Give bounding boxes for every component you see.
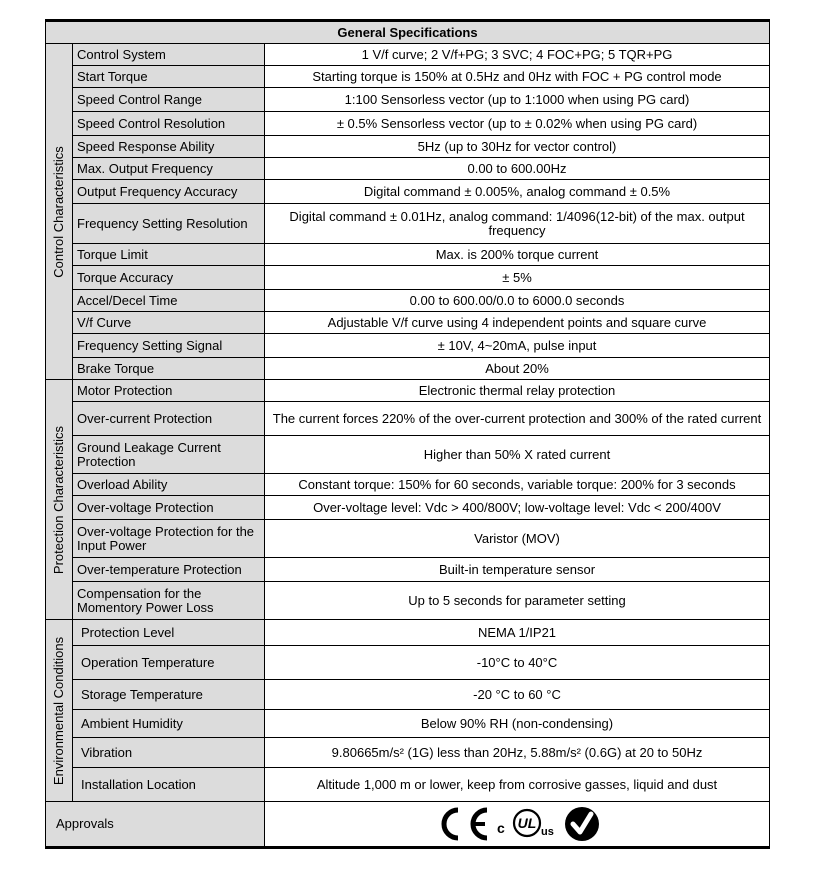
table-row (46, 136, 770, 158)
table-row (46, 768, 770, 802)
parameter-name: Compensation for the Momentory Power Loss (73, 582, 265, 620)
parameter-name: Over-voltage Protection (73, 496, 265, 520)
parameter-value: Up to 5 seconds for parameter setting (265, 582, 770, 620)
parameter-name: Torque Limit (73, 244, 265, 266)
parameter-name: Overload Ability (73, 474, 265, 496)
table-row (46, 620, 770, 646)
table-row (46, 646, 770, 680)
table-row (46, 112, 770, 136)
table-title: General Specifications (46, 21, 770, 44)
parameter-value: Digital command ± 0.005%, analog command ± 0.5% (265, 180, 770, 204)
parameter-value: NEMA 1/IP21 (265, 620, 770, 646)
svg-text:us: us (541, 826, 554, 838)
parameter-name: Output Frequency Accuracy (73, 180, 265, 204)
table-row (46, 88, 770, 112)
table-row (46, 180, 770, 204)
parameter-value: Varistor (MOV) (265, 520, 770, 558)
cul-us-mark-icon (495, 806, 559, 842)
table-row (46, 710, 770, 738)
category-cell (46, 620, 73, 802)
parameter-value: Higher than 50% X rated current (265, 436, 770, 474)
table-row (46, 520, 770, 558)
parameter-value: Constant torque: 150% for 60 seconds, variable torque: 200% for 3 seconds (265, 474, 770, 496)
parameter-name: Vibration (73, 738, 265, 768)
parameter-value: 5Hz (up to 30Hz for vector control) (265, 136, 770, 158)
parameter-value: About 20% (265, 358, 770, 380)
parameter-name: Start Torque (73, 66, 265, 88)
table-row (46, 290, 770, 312)
parameter-value: The current forces 220% of the over-current protection and 300% of the rated current (265, 402, 770, 436)
c-tick-mark-icon (563, 805, 601, 843)
parameter-value: Electronic thermal relay protection (265, 380, 770, 402)
table-row (46, 358, 770, 380)
parameter-value: 0.00 to 600.00Hz (265, 158, 770, 180)
parameter-value: Over-voltage level: Vdc > 400/800V; low-voltage level: Vdc < 200/400V (265, 496, 770, 520)
table-row (46, 380, 770, 402)
parameter-value: Starting torque is 150% at 0.5Hz and 0Hz with FOC + PG control mode (265, 66, 770, 88)
table-row (46, 402, 770, 436)
parameter-name: Operation Temperature (73, 646, 265, 680)
parameter-name: Protection Level (73, 620, 265, 646)
table-row (46, 738, 770, 768)
table-row (46, 66, 770, 88)
table-row (46, 334, 770, 358)
svg-text:UL: UL (517, 815, 537, 831)
parameter-name: Control System (73, 44, 265, 66)
parameter-value: Adjustable V/f curve using 4 independent points and square curve (265, 312, 770, 334)
parameter-value: ± 5% (265, 266, 770, 290)
parameter-name: Ground Leakage Current Protection (73, 436, 265, 474)
table-row (46, 266, 770, 290)
table-row (46, 44, 770, 66)
parameter-name: Storage Temperature (73, 680, 265, 710)
ce-mark-icon (433, 806, 491, 842)
table-row (46, 474, 770, 496)
table-row (46, 558, 770, 582)
table-row (46, 204, 770, 244)
spec-body (46, 44, 770, 802)
parameter-value: ± 0.5% Sensorless vector (up to ± 0.02% when using PG card) (265, 112, 770, 136)
parameter-value: 0.00 to 600.00/0.0 to 6000.0 seconds (265, 290, 770, 312)
parameter-value: 1:100 Sensorless vector (up to 1:1000 when using PG card) (265, 88, 770, 112)
parameter-name: Accel/Decel Time (73, 290, 265, 312)
parameter-name: V/f Curve (73, 312, 265, 334)
parameter-name: Max. Output Frequency (73, 158, 265, 180)
parameter-name: Installation Location (73, 768, 265, 802)
parameter-name: Frequency Setting Signal (73, 334, 265, 358)
table-row (46, 244, 770, 266)
table-row (46, 436, 770, 474)
table-row (46, 158, 770, 180)
approval-logos (265, 802, 770, 848)
category-label: Control Characteristics (51, 145, 66, 278)
table-row (46, 582, 770, 620)
parameter-name: Over-temperature Protection (73, 558, 265, 582)
parameter-name: Speed Control Resolution (73, 112, 265, 136)
parameter-name: Brake Torque (73, 358, 265, 380)
approvals-label: Approvals (46, 802, 265, 848)
parameter-name: Frequency Setting Resolution (73, 204, 265, 244)
parameter-value: 9.80665m/s² (1G) less than 20Hz, 5.88m/s² (0.6G) at 20 to 50Hz (265, 738, 770, 768)
category-label: Protection Characteristics (51, 425, 66, 574)
parameter-name: Over-voltage Protection for the Input Power (73, 520, 265, 558)
parameter-value: 1 V/f curve; 2 V/f+PG; 3 SVC; 4 FOC+PG; 5 TQR+PG (265, 44, 770, 66)
category-cell (46, 44, 73, 380)
parameter-name: Torque Accuracy (73, 266, 265, 290)
parameter-value: Altitude 1,000 m or lower, keep from corrosive gasses, liquid and dust (265, 768, 770, 802)
category-cell (46, 380, 73, 620)
parameter-value: Built-in temperature sensor (265, 558, 770, 582)
parameter-value: -10°C to 40°C (265, 646, 770, 680)
approvals-row (46, 802, 770, 848)
parameter-name: Ambient Humidity (73, 710, 265, 738)
table-row (46, 680, 770, 710)
parameter-name: Speed Control Range (73, 88, 265, 112)
parameter-value: Below 90% RH (non-condensing) (265, 710, 770, 738)
parameter-value: Digital command ± 0.01Hz, analog command: 1/4096(12-bit) of the max. output frequency (265, 204, 770, 244)
table-row (46, 312, 770, 334)
parameter-value: -20 °C to 60 °C (265, 680, 770, 710)
parameter-name: Over-current Protection (73, 402, 265, 436)
parameter-value: ± 10V, 4~20mA, pulse input (265, 334, 770, 358)
category-label: Environmental Conditions (51, 636, 66, 785)
parameter-name: Speed Response Ability (73, 136, 265, 158)
table-row (46, 496, 770, 520)
parameter-name: Motor Protection (73, 380, 265, 402)
parameter-value: Max. is 200% torque current (265, 244, 770, 266)
svg-text:c: c (497, 820, 505, 836)
general-specifications-table (45, 19, 770, 849)
